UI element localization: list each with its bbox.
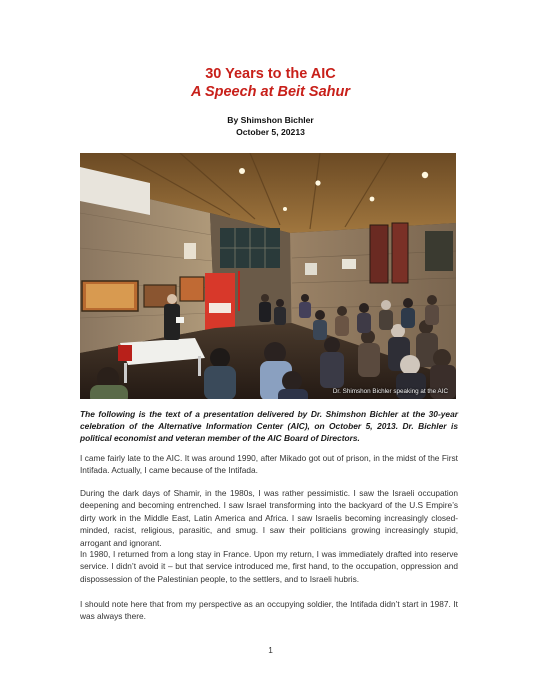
event-photo <box>80 153 456 399</box>
intro-paragraph: The following is the text of a presentation delivered by Dr. Shimshon Bichler at the 30-year celebration of the Alternative Information Center (AIC), on October 5, 2013. Dr. Bichler is political economist and veteran member of the AIC Board of Directors. <box>80 409 458 443</box>
body-paragraph-4: I should note here that from my perspective as an occupying soldier, the Intifada didn’t start in 1987. It was always there. <box>80 599 458 622</box>
date-line: October 5, 20213 <box>236 127 305 137</box>
page-number: 1 <box>268 645 273 655</box>
body-paragraph-2: During the dark days of Shamir, in the 1980s, I was rather pessimistic. I saw the Israeli occupation deepening and becoming entrenched. I saw Israel transforming into the backyard of the U.S Empire’s dirty work in the Middle East, Latin America and Africa. I saw Israelis becoming increasingly closed-minded, racist, religious, parasitic, and smug. I saw their politicians growing increasingly stupid, arrogant and ignorant. <box>80 488 458 548</box>
body-paragraph-1: I came fairly late to the AIC. It was around 1990, after Mikado got out of prison, in the midst of the First Intifada. Actually, I came because of the Intifada. <box>80 453 458 476</box>
event-photo-illustration <box>80 153 456 399</box>
body-paragraph-3: In 1980, I returned from a long stay in France. Upon my return, I was immediately drafted into reserve service. I didn’t avoid it – but that service introduced me, first hand, to the occupation, oppression and dispossession of the Palestinian people, to the settlers, and to Israeli hubris. <box>80 549 458 584</box>
page-subtitle: A Speech at Beit Sahur <box>190 84 350 100</box>
author-line: By Shimshon Bichler <box>227 115 314 125</box>
page-title: 30 Years to the AIC <box>205 66 336 82</box>
photo-caption: Dr. Shimshon Bichler speaking at the AIC <box>332 388 448 395</box>
